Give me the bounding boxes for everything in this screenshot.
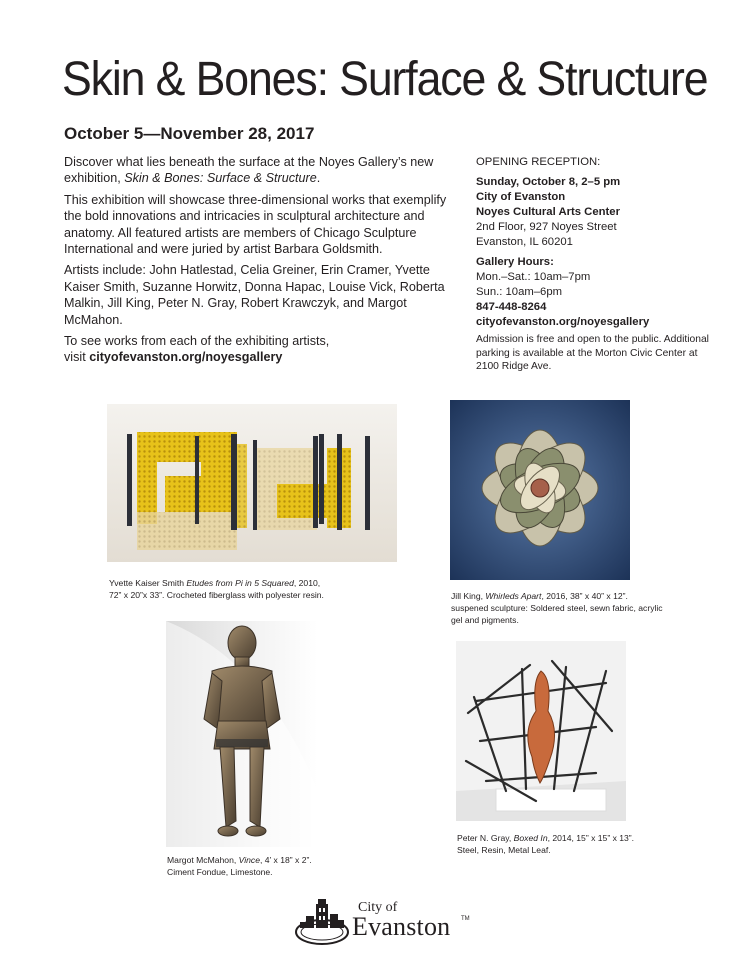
caption-materials: 72” x 20”x 33”. Crocheted fiberglass with polyester resin. <box>109 590 324 600</box>
artwork-caption-4 <box>457 832 687 856</box>
reception-date: Sunday, October 8, 2–5 pm <box>476 176 621 188</box>
caption-work-title: Vince <box>238 855 260 865</box>
gallery-link[interactable]: cityofevanston.org/noyesgallery <box>89 350 283 365</box>
caption-details: , 2016, 38” x 40” x 12”. <box>541 591 628 601</box>
exhibition-dates: October 5—November 28, 2017 <box>64 124 315 143</box>
caption-materials: suspened sculpture: Soldered steel, sewn fabric, acrylic gel and pigments. <box>451 603 663 625</box>
website-link[interactable]: cityofevanston.org/noyesgallery <box>476 316 650 328</box>
caption-artist: Margot McMahon, <box>167 855 239 865</box>
admission-note: Admission is free and open to the public. Additional parking is available at the Morton Civic Center at 2100 Ridge Ave. <box>476 334 709 373</box>
phone-number: 847-448-8264 <box>476 301 547 313</box>
exhibition-name: Skin & Bones: Surface & Structure <box>124 171 317 186</box>
caption-details: , 4’ x 18” x 2”. <box>260 855 312 865</box>
caption-work-title: Boxed In <box>513 833 548 843</box>
artwork-photo-fiberglass <box>107 404 397 562</box>
caption-work-title: Etudes from Pi in 5 Squared <box>186 578 294 588</box>
intro-text-1: Discover what lies beneath the surface at the Noyes Gallery’s new exhibition, <box>64 155 434 186</box>
hours-weekday: Mon.–Sat.: 10am–7pm <box>476 271 591 283</box>
caption-work-title: Whirleds Apart <box>485 591 542 601</box>
caption-details: , 2014, 15” x 15” x 13”. <box>547 833 635 843</box>
caption-materials: Ciment Fondue, Limestone. <box>167 867 273 877</box>
artwork-caption-3 <box>167 854 387 878</box>
intro-paragraph-1 <box>64 154 456 187</box>
organization: City of Evanston <box>476 191 566 203</box>
artwork-photo-flower-sculpture <box>450 400 630 580</box>
reception-info <box>476 155 716 374</box>
caption-materials: Steel, Resin, Metal Leaf. <box>457 845 551 855</box>
address-line-1: 2nd Floor, 927 Noyes Street <box>476 221 617 233</box>
hours-heading: Gallery Hours: <box>476 256 554 268</box>
artwork-photo-boxed-in <box>456 641 626 821</box>
caption-artist: Jill King, <box>451 591 486 601</box>
logo-city-of: City of <box>358 900 398 915</box>
artists-paragraph: Artists include: John Hatlestad, Celia Greiner, Erin Cramer, Yvette Kaiser Smith, Suzanne Horwitz, Donna Hapac, Louise Vick, Roberta Malkin, Jill King, Peter N. Gray, Robert Krawczyk, and Margot McMahon. <box>64 263 445 327</box>
intro-text <box>64 154 456 371</box>
city-seal-icon <box>294 896 350 946</box>
hours-sunday: Sun.: 10am–6pm <box>476 286 563 298</box>
caption-artist: Yvette Kaiser Smith <box>109 578 187 588</box>
logo-trademark: TM <box>461 916 470 922</box>
address-line-2: Evanston, IL 60201 <box>476 236 573 248</box>
venue-name: Noyes Cultural Arts Center <box>476 206 620 218</box>
caption-artist: Peter N. Gray, <box>457 833 514 843</box>
visit-prefix: visit <box>64 350 90 365</box>
intro-paragraph-2: This exhibition will showcase three-dimensional works that exemplify the bold innovations and intricacies in sculptural architecture and anatomy. All featured artists are members of Chicago Sculpture International and were juried by artist Barbara Goldsmith. <box>64 192 447 257</box>
artwork-caption-1 <box>109 577 409 601</box>
page-title: Skin & Bones: Surface & Structure <box>62 53 708 106</box>
intro-text-1-end: . <box>316 171 321 186</box>
visit-paragraph <box>64 333 456 366</box>
logo-evanston: Evanston <box>352 912 451 941</box>
reception-heading: OPENING RECEPTION: <box>476 156 601 168</box>
visit-text: To see works from each of the exhibiting artists, <box>64 334 330 349</box>
artwork-caption-2 <box>451 590 671 626</box>
artwork-photo-seated-figure <box>166 621 318 847</box>
caption-details: , 2010, <box>293 578 321 588</box>
